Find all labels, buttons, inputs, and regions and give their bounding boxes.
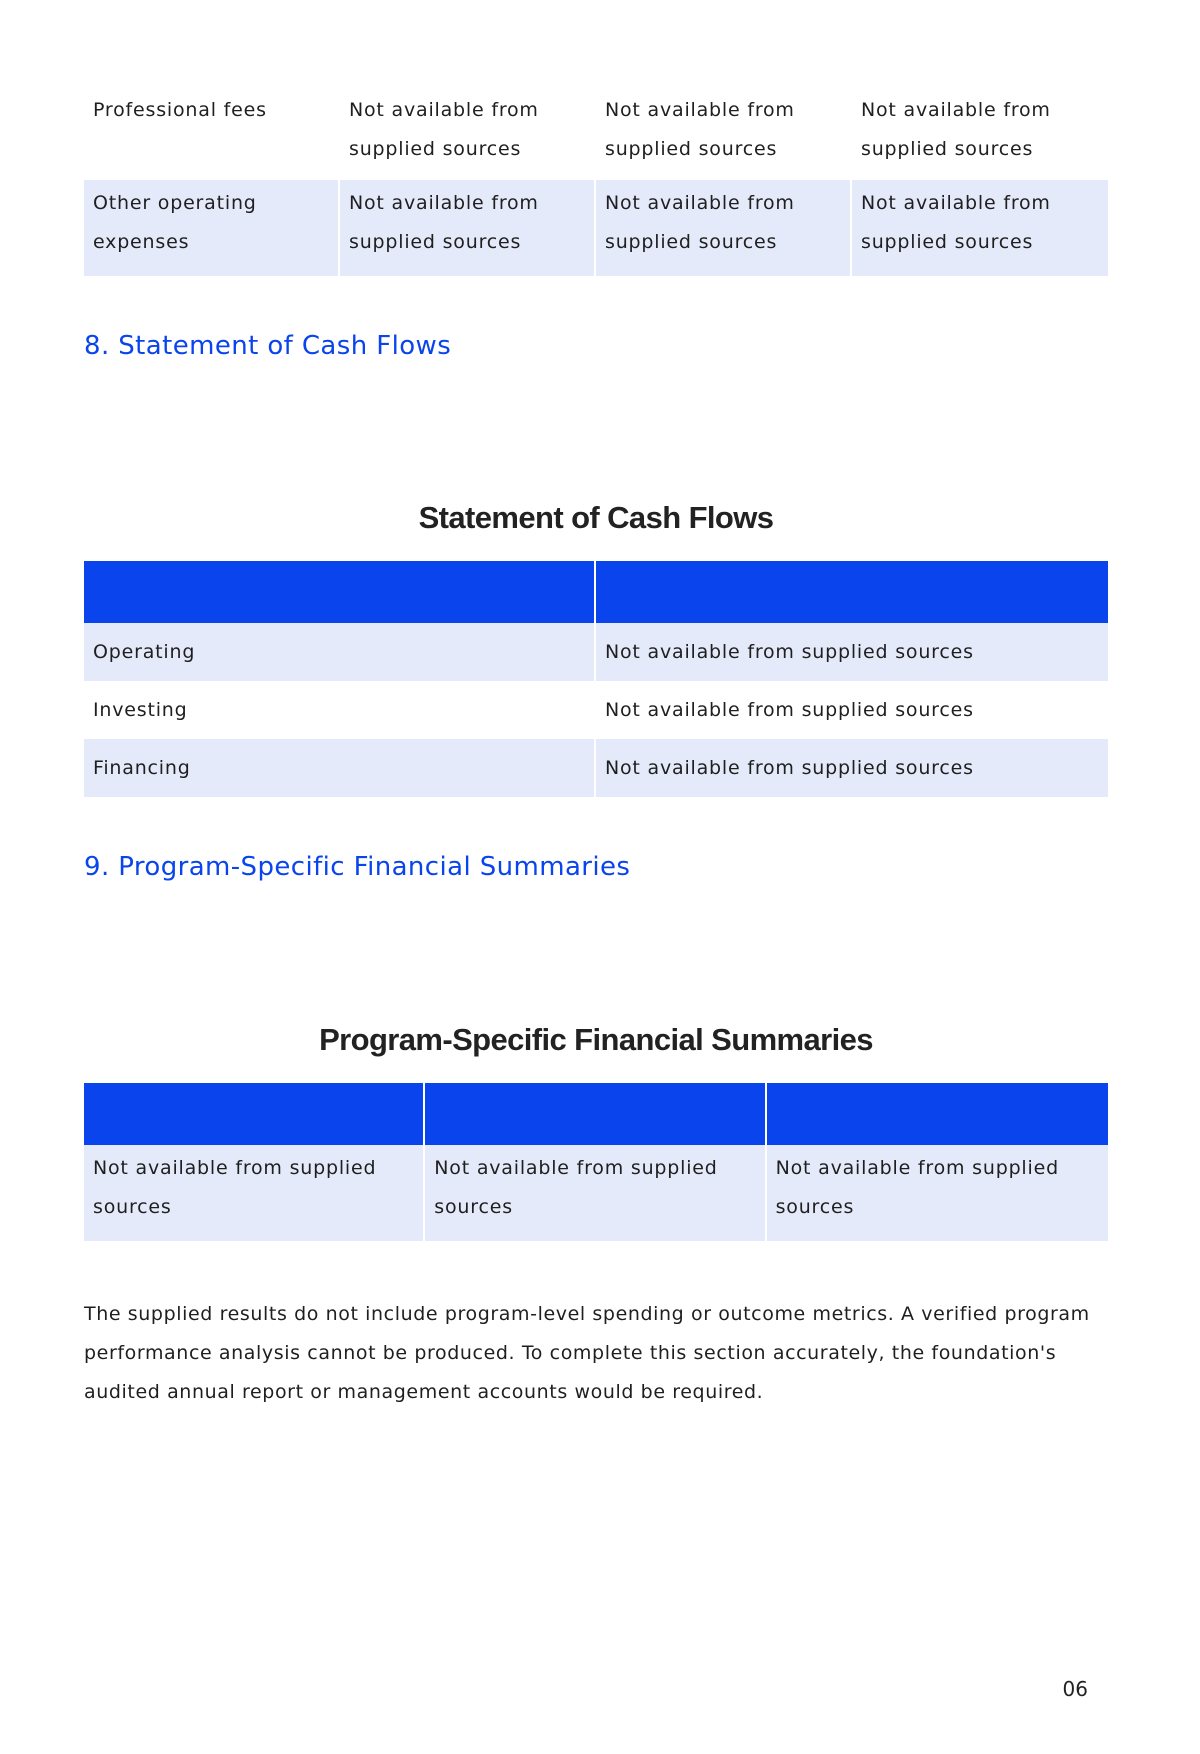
row-label: Other operating expenses <box>84 180 340 276</box>
table-header-cell <box>767 1083 1108 1145</box>
expenses-table <box>84 91 1108 276</box>
table-cell: Not available from supplied sources <box>596 681 1108 739</box>
table-row <box>84 1145 1108 1241</box>
table-cell: Not available from supplied sources <box>425 1145 766 1241</box>
table-cell: Not available from supplied sources <box>852 91 1108 180</box>
table-row <box>84 623 1108 681</box>
table-cell: Not available from supplied sources <box>84 1145 425 1241</box>
table-cell: Not available from supplied sources <box>596 739 1108 797</box>
table-cell: Not available from supplied sources <box>852 180 1108 276</box>
table-row <box>84 180 1108 276</box>
table-cell: Not available from supplied sources <box>767 1145 1108 1241</box>
table-cell: Not available from supplied sources <box>340 91 596 180</box>
program-summaries-table-title: Program-Specific Financial Summaries <box>319 1022 873 1057</box>
table-header-cell <box>84 1083 425 1145</box>
row-label: Investing <box>84 681 596 739</box>
page-number: 06 <box>1062 1677 1088 1701</box>
table-row <box>84 739 1108 797</box>
program-summaries-table <box>84 1083 1108 1241</box>
table-header-cell <box>596 561 1108 623</box>
table-row <box>84 681 1108 739</box>
table-cell: Not available from supplied sources <box>596 623 1108 681</box>
section-heading-cash-flows: 8. Statement of Cash Flows <box>84 331 452 361</box>
cash-flows-table <box>84 561 1108 797</box>
row-label: Operating <box>84 623 596 681</box>
table-cell: Not available from supplied sources <box>596 91 852 180</box>
table-header-row <box>84 1083 1108 1145</box>
table-cell: Not available from supplied sources <box>596 180 852 276</box>
program-summaries-note: The supplied results do not include program-level spending or outcome metrics. A verified program performance analysis cannot be produced. To complete this section accurately, the foundation's audited annual report or management accounts would be required. <box>84 1303 1090 1403</box>
cash-flows-table-title: Statement of Cash Flows <box>418 500 774 535</box>
row-label: Professional fees <box>84 91 340 180</box>
table-header-cell <box>425 1083 766 1145</box>
table-header-row <box>84 561 1108 623</box>
row-label: Financing <box>84 739 596 797</box>
table-cell: Not available from supplied sources <box>340 180 596 276</box>
table-header-cell <box>84 561 596 623</box>
section-heading-program-summaries: 9. Program-Specific Financial Summaries <box>84 852 631 882</box>
table-row <box>84 91 1108 180</box>
